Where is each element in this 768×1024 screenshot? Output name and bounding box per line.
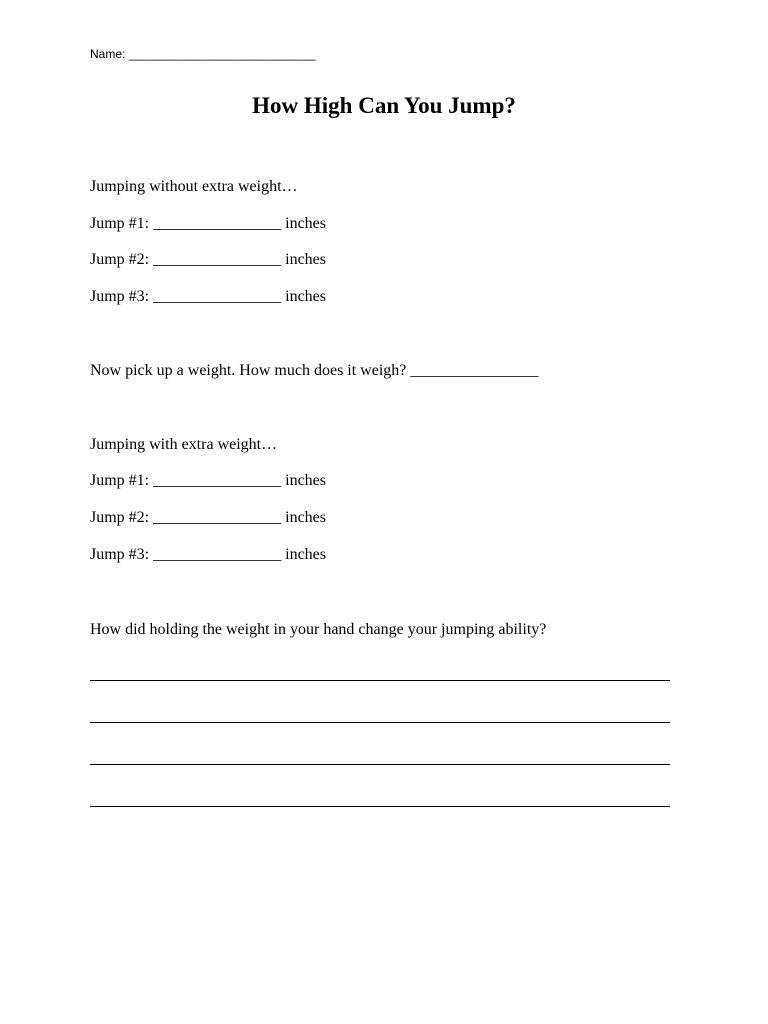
jump-label: Jump #3: bbox=[90, 546, 150, 563]
name-label: Name: bbox=[90, 47, 126, 61]
weight-question-text: Now pick up a weight. How much does it weigh? bbox=[90, 362, 407, 379]
page-title: How High Can You Jump? bbox=[252, 93, 516, 118]
jump-row-with-3[interactable] bbox=[90, 546, 326, 564]
jump-label: Jump #2: bbox=[90, 251, 150, 268]
weight-question[interactable] bbox=[90, 362, 538, 380]
jump-label: Jump #1: bbox=[90, 215, 150, 232]
jump-unit: inches bbox=[285, 509, 326, 526]
jump-row-with-1[interactable] bbox=[90, 472, 326, 490]
section-with-heading: Jumping with extra weight… bbox=[90, 436, 278, 453]
answer-line-1[interactable] bbox=[90, 680, 670, 681]
jump-unit: inches bbox=[285, 546, 326, 563]
jump-blank[interactable]: ________________ bbox=[153, 509, 282, 526]
jump-blank[interactable]: ________________ bbox=[153, 215, 282, 232]
jump-label: Jump #2: bbox=[90, 509, 150, 526]
answer-line-3[interactable] bbox=[90, 764, 670, 765]
reflection-question: How did holding the weight in your hand change your jumping ability? bbox=[90, 621, 547, 638]
section-without-heading: Jumping without extra weight… bbox=[90, 178, 298, 195]
jump-row-with-2[interactable] bbox=[90, 509, 326, 527]
jump-row-without-1[interactable] bbox=[90, 215, 326, 233]
jump-row-without-3[interactable] bbox=[90, 288, 326, 306]
jump-unit: inches bbox=[285, 215, 326, 232]
jump-blank[interactable]: ________________ bbox=[153, 546, 282, 563]
jump-label: Jump #1: bbox=[90, 472, 150, 489]
name-blank[interactable]: ____________________________ bbox=[128, 47, 316, 61]
answer-line-2[interactable] bbox=[90, 722, 670, 723]
jump-unit: inches bbox=[285, 472, 326, 489]
jump-label: Jump #3: bbox=[90, 288, 150, 305]
jump-row-without-2[interactable] bbox=[90, 251, 326, 269]
weight-blank[interactable]: ________________ bbox=[410, 362, 539, 379]
name-field[interactable] bbox=[90, 47, 316, 61]
jump-blank[interactable]: ________________ bbox=[153, 288, 282, 305]
jump-unit: inches bbox=[285, 288, 326, 305]
answer-line-4[interactable] bbox=[90, 806, 670, 807]
jump-unit: inches bbox=[285, 251, 326, 268]
jump-blank[interactable]: ________________ bbox=[153, 472, 282, 489]
jump-blank[interactable]: ________________ bbox=[153, 251, 282, 268]
